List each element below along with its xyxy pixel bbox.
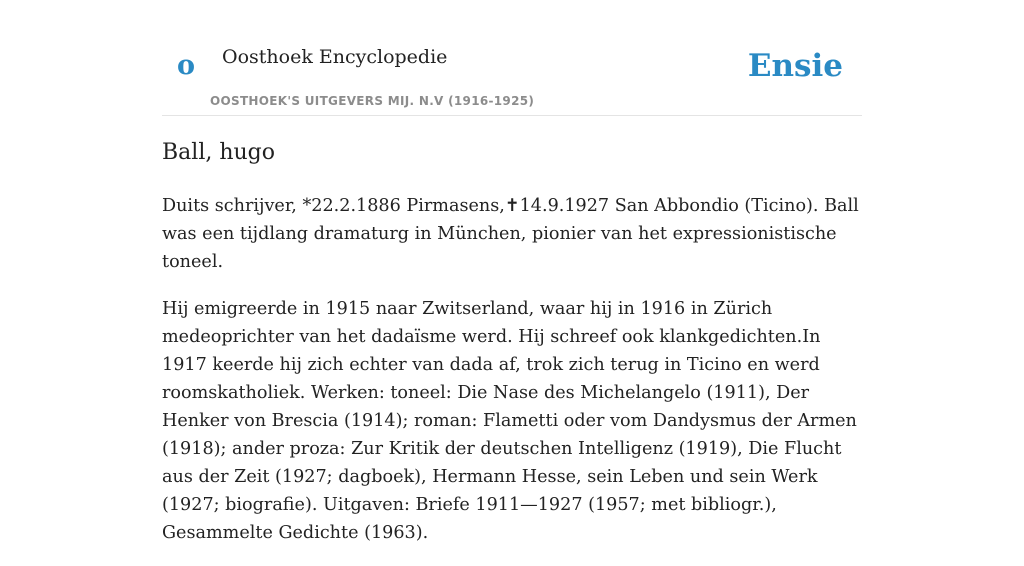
ensie-logo-link[interactable]: Ensie [747,48,843,84]
publisher-label: OOSTHOEK'S UITGEVERS MIJ. N.V (1916-1925) [210,94,535,108]
entry-paragraph: Duits schrijver, *22.2.1886 Pirmasens,✝14.9.1927 San Abbondio (Ticino). Ball was een tijdlang dramaturg in München, pionier van het expressionistische toneel. [162,196,859,272]
entry-paragraph: Hij emigreerde in 1915 naar Zwitserland, waar hij in 1916 in Zürich medeoprichter van het dadaïsme werd. Hij schreef ook klankgedichten.In 1917 keerde hij zich echter van dada af, trok zich terug in Ticino en werd roomskatholiek. Werken: toneel: Die Nase des Michelangelo (1911), Der Henker von Brescia (1914); roman: Flametti oder vom Dandysmus der Armen (1918); ander proza: Zur Kritik der deutschen Intelligenz (1919), Die Flucht aus der Zeit (1927; dagboek), Hermann Hesse, sein Leben und sein Werk (1927; biografie). Uitgaven: Briefe 1911—1927 (1957; met bibliogr.), Gesammelte Gedichte (1963). [162,299,857,543]
header [162,0,862,116]
entry-body [162,192,862,566]
encyclopedia-title[interactable]: Oosthoek Encyclopedie [222,46,448,68]
encyclopedia-logo[interactable]: o [177,50,196,81]
entry-title: Ball, hugo [162,140,276,165]
content-container [162,0,862,543]
